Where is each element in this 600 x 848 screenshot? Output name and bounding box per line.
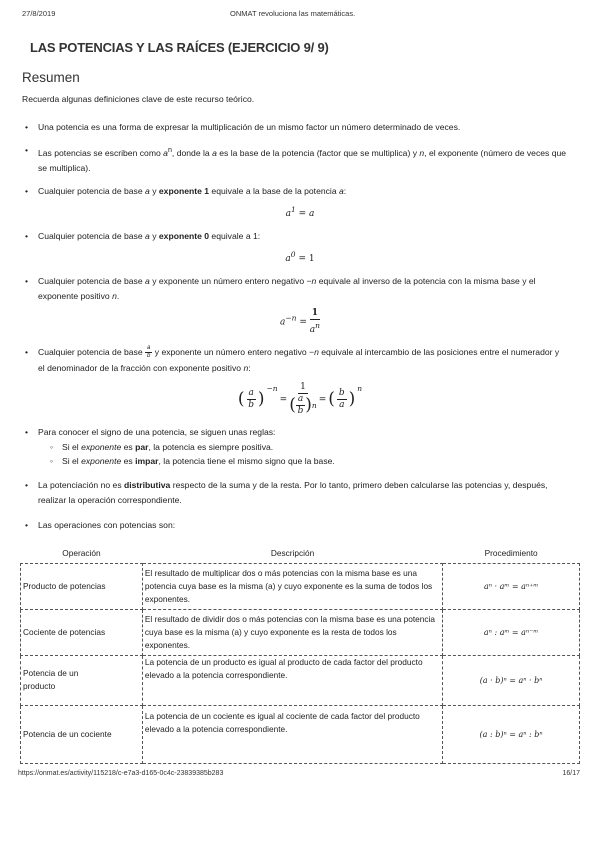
bold: exponente 0 [158,230,210,241]
den: b [248,400,255,411]
bullet-notation [38,143,568,176]
op: = 1 [295,253,315,264]
cell-procedure: aⁿ : aᵐ = aⁿ⁻ᵐ [443,609,580,655]
exp: n [315,320,320,330]
var: a [145,230,150,241]
den: a [339,400,345,411]
text: Si el [62,456,82,467]
text: Si el [62,442,82,453]
cell-operation: Potencia de un cociente [21,705,143,763]
cell-operation: Cociente de potencias [21,609,143,655]
section-heading: Resumen [22,70,80,85]
table-row [21,705,580,763]
table-row [21,609,580,655]
exp: −n [285,313,297,323]
col-header-procedure: Procedimiento [484,547,538,558]
bullet-negative-exponent [38,274,568,304]
var: n [112,290,117,301]
text: equivale al intercambio de las posiciones entre el numerador y el denominador de la fracción con exponente positivo [38,346,560,374]
exp: −n [266,384,278,394]
den: b [147,353,151,360]
footer-url[interactable]: https://onmat.es/activity/115218/c-e7a3-d165-0c4c-23839385b283 [18,769,224,777]
text: respecto de la suma y de la resta. Por lo tanto, primero deben calcularse las potencias y, después, realizar la operación correspondiente. [38,480,548,506]
italic: exponente [81,456,122,467]
text: , la potencia tiene el mismo signo que la base. [158,456,335,467]
text: : [343,185,347,196]
fraction [310,308,320,336]
num: 1 [311,307,319,318]
col-header-description: Descripción [270,547,315,558]
exp: 0 [290,249,296,259]
bold: impar [135,456,159,467]
site-title: ONMAT revoluciona las matemáticas. [230,9,356,18]
page-number: 16/17 [562,769,580,777]
op: = [318,394,327,405]
exp: 1 [290,204,296,214]
den: ( $\frac{a}{b}$ ) n [289,394,317,417]
var: a [309,208,315,219]
op: = [279,394,288,405]
bullet-distributive [38,478,568,508]
text: : [248,363,251,374]
var: n [243,363,249,374]
text: Cualquier potencia de base [38,185,146,196]
text: Cualquier potencia de base [38,275,146,286]
var: n [167,146,172,154]
fraction [289,382,317,417]
bold: par [135,442,149,453]
bullet-operations: • Las operaciones con potencias son: [38,518,568,533]
text: es [121,456,136,467]
text: Cualquier potencia de base [38,230,146,241]
col-header-operation: Operación [62,547,101,558]
exp: n [357,384,363,394]
cell-procedure: aⁿ · aᵐ = aⁿ⁺ᵐ [443,563,580,609]
fraction [247,388,256,411]
text: , el exponente (número de veces que se multiplica). [38,147,567,173]
var: a [145,275,150,286]
table-row [21,655,580,705]
print-date: 27/8/2019 [22,9,56,18]
num: b [338,388,345,399]
text: y exponente un número entero negativo − [152,346,315,357]
num: a [248,388,254,399]
num: a [147,345,151,352]
text: , la potencia es siempre positiva. [148,442,274,453]
cell-description: El resultado de dividir dos o más potencias con la misma base es una potencia cuya base es la misma (a) y cuyo exponente es la resta de todos los exponentes. [142,609,442,655]
bullet-definition: • Una potencia es una forma de expresar la multiplicación de un mismo factor un número determinado de veces. [38,120,568,135]
rule-even-exponent [62,440,600,454]
formula-exponent-zero [0,248,600,266]
den [310,320,320,336]
cell-procedure: (a : b)ⁿ = aⁿ : bⁿ [443,705,580,763]
var: n [419,147,425,158]
text: Cualquier potencia de base [38,346,146,357]
cell-operation: Potencia de un producto [21,655,143,705]
var: a [309,324,316,335]
cell-description: La potencia de un cociente es igual al cociente de cada factor del producto elevado a la potencia correspondiente. [142,705,442,763]
var: a [163,147,168,158]
text: es la base de la potencia (factor que se multiplica) y [216,147,420,158]
table-row [21,563,580,609]
text: y exponente un número entero negativo − [149,275,312,286]
bullet-exponent-one [38,184,568,199]
op: = [295,208,310,219]
text: . [116,290,120,301]
text: y [149,185,159,196]
fraction [337,388,347,411]
var: a [212,147,217,158]
num: 1 [300,382,306,393]
text: es [121,442,136,453]
bold: distributiva [124,480,171,491]
bold: exponente 1 [158,185,210,196]
var: n [314,346,319,357]
var: a [285,253,291,264]
text: , donde la [171,147,213,158]
italic: exponente [81,442,122,453]
den: b [297,406,304,417]
summary-content [0,112,600,777]
op: = [296,317,310,328]
page-title: LAS POTENCIAS Y LAS RAÍCES (EJERCICIO 9/ 9) [30,40,329,55]
var: n [311,275,317,286]
cell-operation: Producto de potencias [21,563,143,609]
formula-exponent-one [0,203,600,221]
formula-fraction-negative-exponent: ( $\frac{a}{b}$ ) $^{-n}$ = 1 ( $\frac{a}{b}$ ) n = ( $\frac{b}{a}$ ) $^n$ [237,382,363,417]
page-footer [18,770,580,777]
var: a [339,185,344,196]
formula-negative-exponent [0,308,600,336]
bullet-sign-rules: • Para conocer el signo de una potencia, se siguen unas reglas: [38,425,568,440]
cell-description: La potencia de un producto es igual al producto de cada factor del producto elevado a la potencia correspondiente. [142,655,442,705]
var: a [285,208,291,219]
text: Las potencias se escriben como [38,147,164,158]
var: a [279,317,286,328]
rule-odd-exponent [62,454,600,468]
text: equivale a 1: [209,230,261,241]
bullet-fraction-negative-exponent [38,344,568,376]
text: La potenciación no es [38,480,125,491]
text: y [149,230,159,241]
bullet-exponent-zero [38,229,568,244]
operations-table [20,543,580,764]
cell-procedure: (a · b)ⁿ = aⁿ · bⁿ [443,655,580,705]
text: equivale al inverso de la potencia con la misma base y el exponente positivo [38,275,536,301]
text: equivale a la base de la potencia [209,185,340,196]
exp: n [311,401,317,411]
intro-text: Recuerda algunas definiciones clave de este recurso teórico. [22,94,255,104]
num: a [297,394,304,405]
var: a [145,185,150,196]
cell-description: El resultado de multiplicar dos o más potencias con la misma base es una potencia cuya base es la misma (a) y cuyo exponente es la suma de todos los exponentes. [142,563,442,609]
